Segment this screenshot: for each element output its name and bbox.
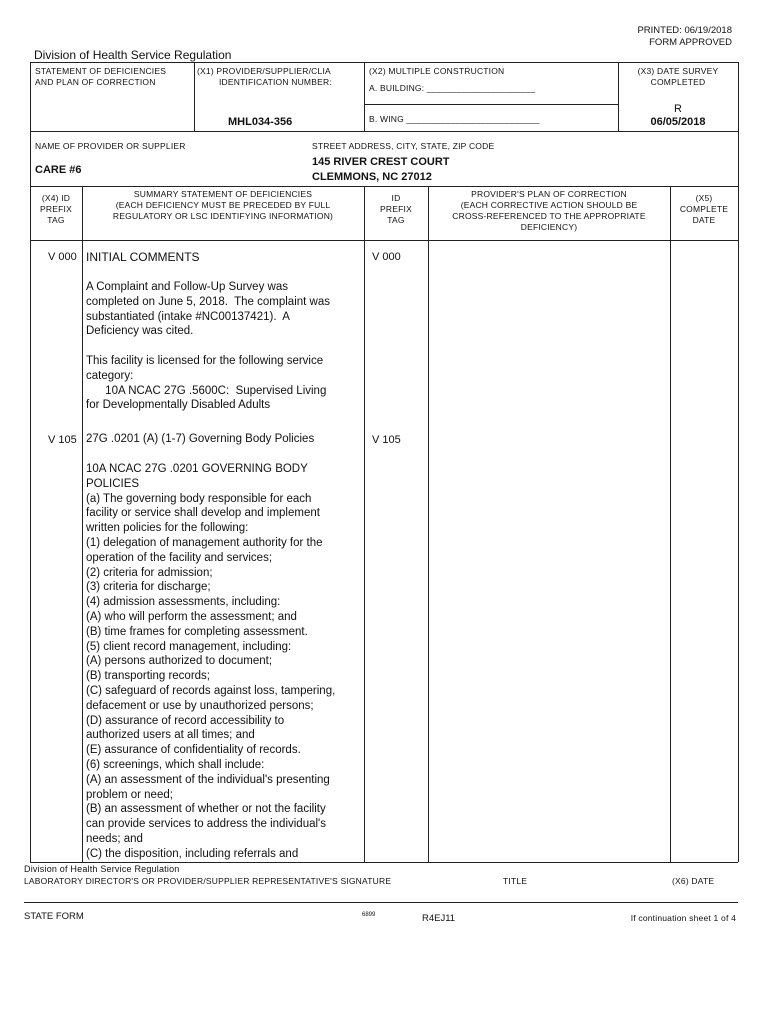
tag-v000-left: V 000: [48, 251, 77, 263]
text-line: (E) assurance of confidentiality of records.: [86, 744, 301, 757]
form-number: 6899: [362, 912, 376, 918]
state-form-label: STATE FORM: [24, 911, 84, 922]
address-line-2: CLEMMONS, NC 27012: [312, 171, 432, 183]
text-line: (B) time frames for completing assessment.: [86, 625, 308, 638]
text-line: (A) persons authorized to document;: [86, 655, 273, 668]
policies-paragraph: [86, 462, 362, 862]
text-line: POLICIES: [86, 477, 140, 490]
summary-header: SUMMARY STATEMENT OF DEFICIENCIES (EACH DEFICIENCY MUST BE PRECEDED BY FULL REGULATORY OR LSC IDENTIFYING INFORMATION): [112, 189, 334, 221]
v105-title: 27G .0201 (A) (1-7) Governing Body Policies: [86, 433, 315, 445]
text-line: (5) client record management, including:: [86, 640, 292, 653]
signature-label: LABORATORY DIRECTOR'S OR PROVIDER/SUPPLIER REPRESENTATIVE'S SIGNATURE: [24, 876, 392, 886]
address-line-1: 145 RIVER CREST COURT: [312, 156, 450, 168]
text-line: category:: [86, 369, 134, 382]
plan-label: AND PLAN OF CORRECTION: [35, 77, 156, 87]
text-line: (B) transporting records;: [86, 670, 210, 683]
text-line: (C) the disposition, including referrals and: [86, 847, 299, 860]
title-label: TITLE: [503, 876, 528, 886]
text-line: 10A NCAC 27G .5600C: Supervised Living: [86, 384, 327, 397]
text-line: A Complaint and Follow-Up Survey was: [86, 281, 288, 293]
provider-name: CARE #6: [35, 164, 82, 176]
text-line: problem or need;: [86, 788, 173, 801]
text-line: (A) who will perform the assessment; and: [86, 610, 297, 623]
statement-label: STATEMENT OF DEFICIENCIES: [35, 66, 167, 76]
tag-v000-right: V 000: [372, 251, 401, 263]
division-title: Division of Health Service Regulation: [34, 48, 232, 62]
x3-code: R: [674, 103, 682, 115]
text-line: substantiated (intake #NC00137421). A: [86, 310, 290, 323]
complaint-paragraph: [86, 280, 362, 339]
text-line: defacement or use by unauthorized persons;: [86, 699, 314, 712]
printed-date: PRINTED: 06/19/2018: [637, 25, 732, 36]
text-line: (1) delegation of management authority for the: [86, 536, 323, 549]
survey-date: 06/05/2018: [650, 116, 706, 128]
licensed-paragraph: [86, 354, 362, 413]
provider-name-label: NAME OF PROVIDER OR SUPPLIER: [35, 141, 186, 151]
text-line: (3) criteria for discharge;: [86, 581, 211, 594]
x3-label: (X3) DATE SURVEY: [637, 66, 719, 76]
building-field: A. BUILDING: ______________________: [369, 83, 536, 93]
x4-header: (X4) ID PREFIX TAG: [40, 193, 72, 225]
text-line: (a) The governing body responsible for each: [86, 492, 312, 505]
address-label: STREET ADDRESS, CITY, STATE, ZIP CODE: [312, 141, 495, 151]
x5-header: (X5) COMPLETE DATE: [679, 193, 729, 225]
text-line: (C) safeguard of records against loss, tampering,: [86, 684, 336, 697]
text-line: (A) an assessment of the individual's presenting: [86, 773, 330, 786]
id-header: ID PREFIX TAG: [380, 193, 412, 225]
text-line: (4) admission assessments, including:: [86, 596, 281, 609]
text-line: (B) an assessment of whether or not the facility: [86, 803, 326, 816]
footer-division: Division of Health Service Regulation: [24, 864, 180, 874]
x3-label-2: COMPLETED: [650, 77, 706, 87]
plan-header: PROVIDER'S PLAN OF CORRECTION (EACH CORRECTIVE ACTION SHOULD BE CROSS-REFERENCED TO THE APPROPRIATE DEFICIENCY): [452, 189, 646, 232]
form-approved: FORM APPROVED: [649, 37, 732, 48]
provider-id: MHL034-356: [228, 116, 293, 128]
wing-field: B. WING ___________________________: [369, 114, 540, 124]
x1-label: (X1) PROVIDER/SUPPLIER/CLIA: [197, 66, 331, 76]
text-line: Deficiency was cited.: [86, 325, 194, 338]
text-line: authorized users at all times; and: [86, 729, 255, 742]
text-line: This facility is licensed for the following service: [86, 355, 324, 367]
x1-label-2: IDENTIFICATION NUMBER:: [219, 77, 332, 87]
tag-v105-right: V 105: [372, 434, 401, 446]
text-line: completed on June 5, 2018. The complaint was: [86, 295, 330, 308]
text-line: (6) screenings, which shall include:: [86, 758, 265, 771]
text-line: for Developmentally Disabled Adults: [86, 399, 271, 412]
text-line: (2) criteria for admission;: [86, 566, 213, 579]
continuation-label: If continuation sheet 1 of 4: [630, 913, 736, 923]
x6-date-label: (X6) DATE: [672, 876, 715, 886]
text-line: (D) assurance of record accessibility to: [86, 714, 285, 727]
text-line: operation of the facility and services;: [86, 551, 273, 564]
text-line: can provide services to address the individual's: [86, 818, 326, 831]
x2-label: (X2) MULTIPLE CONSTRUCTION: [369, 66, 505, 76]
form-code: R4EJ11: [422, 913, 456, 924]
initial-comments-heading: INITIAL COMMENTS: [86, 250, 200, 264]
text-line: written policies for the following:: [86, 522, 249, 535]
text-line: needs; and: [86, 832, 143, 845]
tag-v105-left: V 105: [48, 434, 77, 446]
text-line: facility or service shall develop and implement: [86, 507, 320, 520]
text-line: 10A NCAC 27G .0201 GOVERNING BODY: [86, 463, 308, 475]
